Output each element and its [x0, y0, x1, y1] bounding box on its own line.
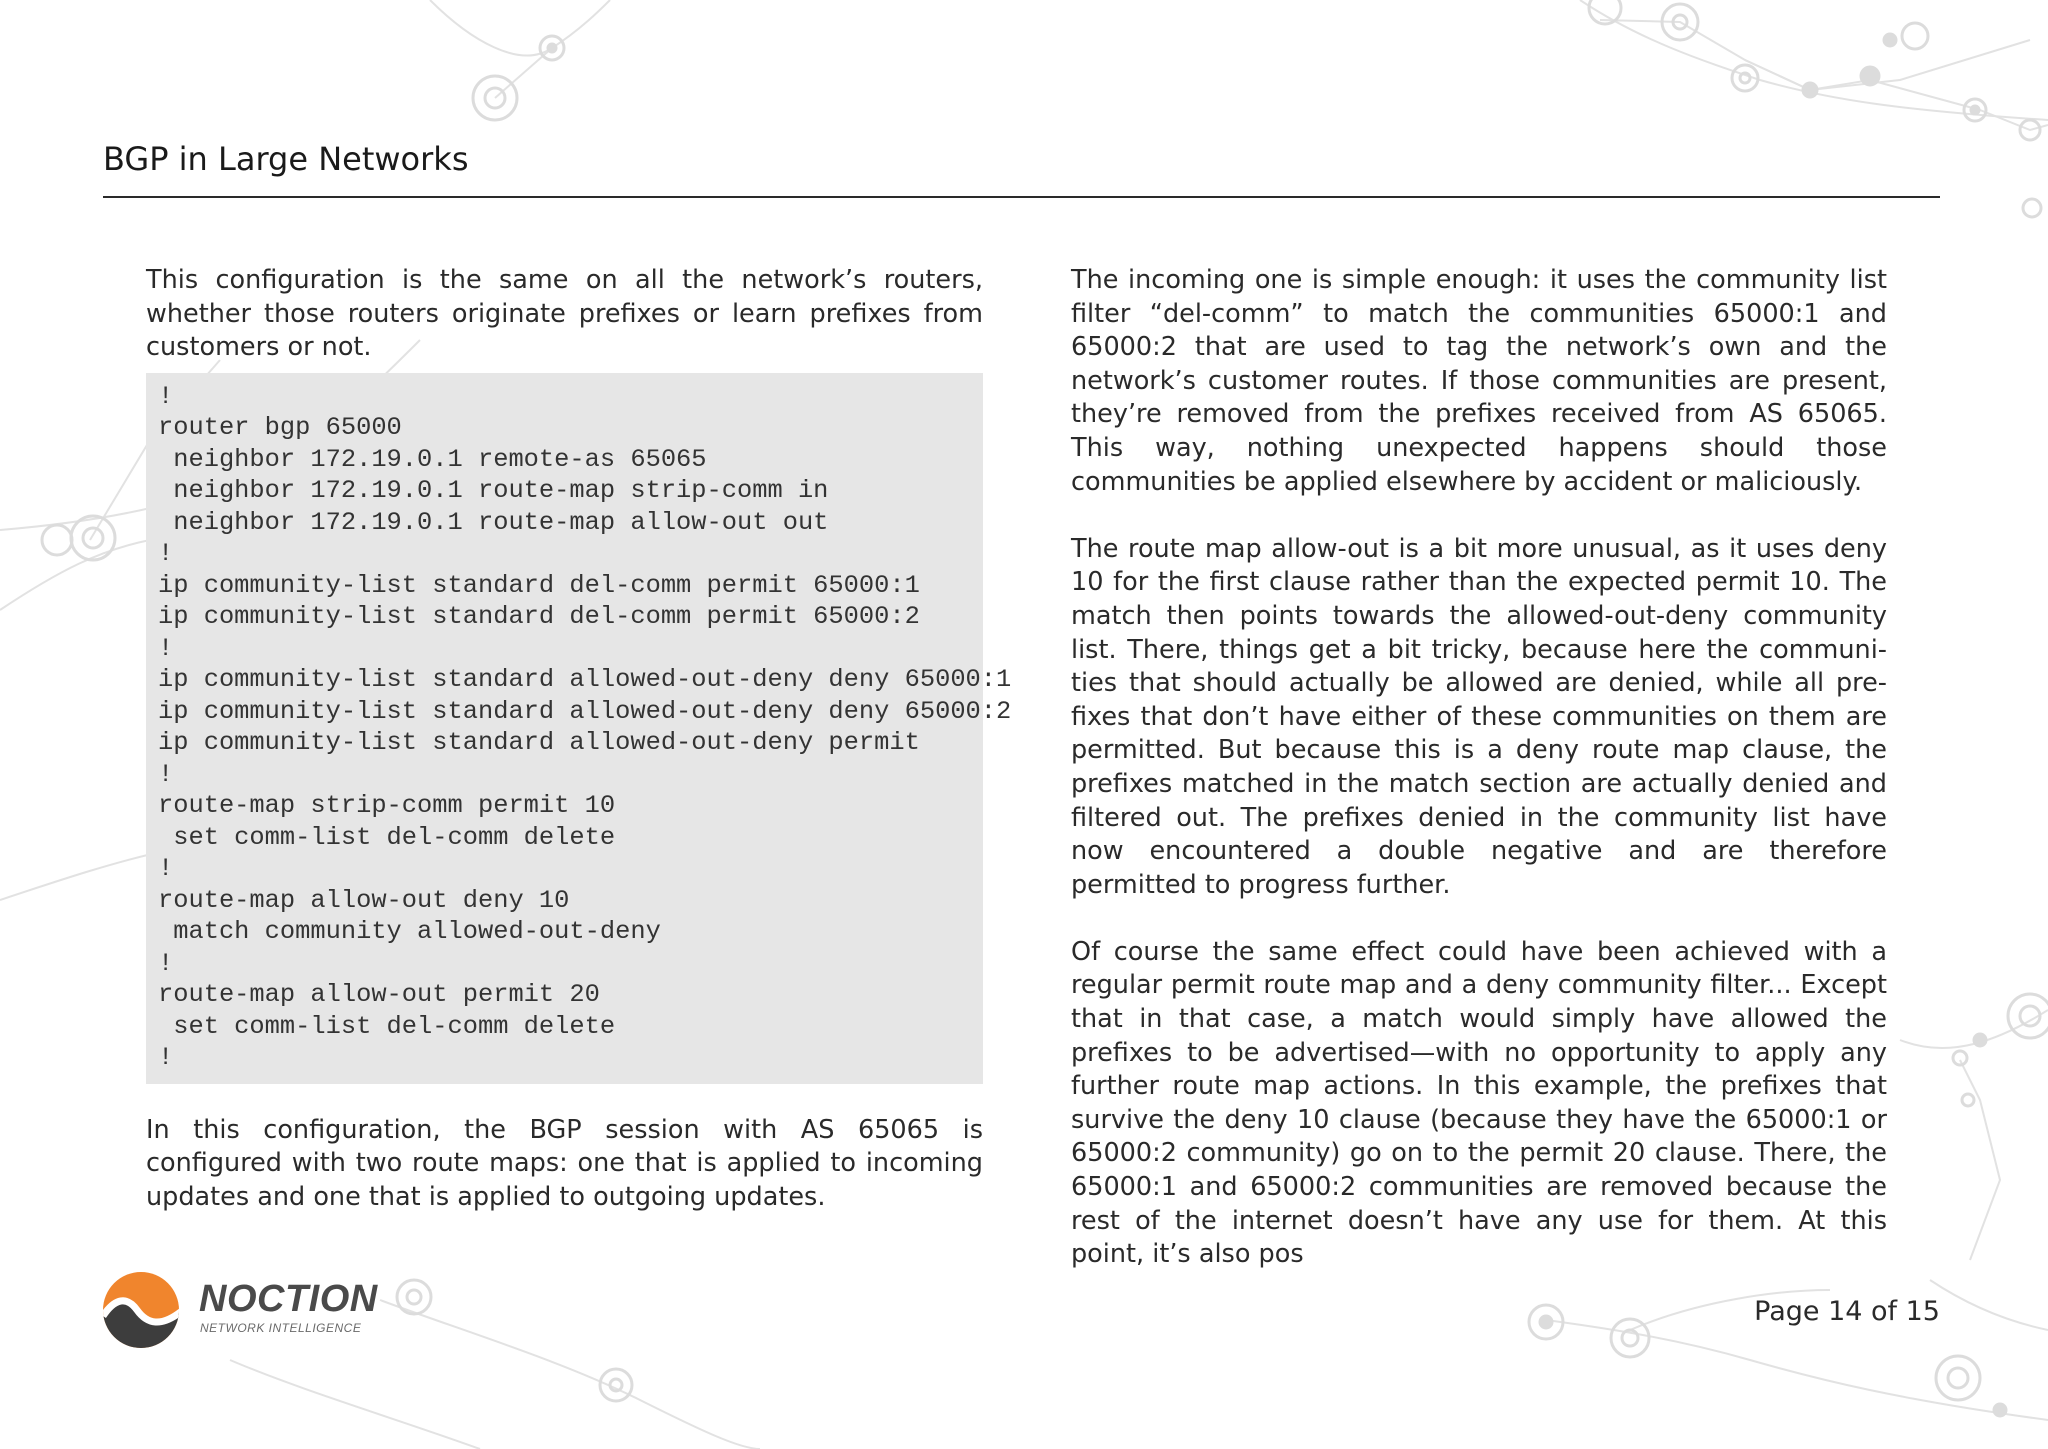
- paragraph-allow-out-route-map: The route map allow-out is a bit more unusual, as it uses deny 10 for the first clause rather than the expected permit 10. The match then points towards the allowed-out-deny community list. There, things get a bit tricky, because here the communities that should actually be allowed are denied, while all prefixes that don’t have either of these communities on them are permitted. But because this is a deny route map clause, the prefixes matched in the match section are actually denied and filtered out. The prefixes denied in the community list have now encountered a double negative and are therefore permitted to progress further.: [1071, 533, 1887, 900]
- intro-paragraph: This configuration is the same on all the network’s routers, whether those routers originate prefixes or learn prefixes from customers or not.: [146, 265, 983, 363]
- config-code-block: ! router bgp 65000 neighbor 172.19.0.1 remote-as 65065 neighbor 172.19.0.1 route-map strip-comm in neighbor 172.19.0.1 route-map allow-out out ! ip community-list standard del-comm permit 65000:1 ip community-list standard del-comm permit 65000:2 ! ip community-list standard allowed-out-deny deny 65000:1 ip community-list standard allowed-out-deny deny 65000:2 ip community-list standard allowed-out-deny permit ! route-map strip-comm permit 10 set comm-list del-comm delete ! route-map allow-out deny 10 match community allowed-out-deny ! route-map allow-out permit 20 set comm-list del-comm delete !: [146, 373, 983, 1084]
- noction-logo: [103, 1270, 403, 1352]
- left-column: [146, 264, 1012, 1215]
- document-title: BGP in Large Networks: [103, 140, 469, 178]
- right-column: [1071, 264, 1887, 1305]
- page-number: Page 14 of 15: [1754, 1296, 1940, 1327]
- paragraph-alternative-approach: Of course the same effect could have been achieved with a regular permit route map and a deny community filter... Except that in that case, a match would simply have allowed the prefixes to be advertised—with no opportunity to apply any further route map actions. In this example, the prefixes that survive the deny 10 clause (because they have the 65000:1 or 65000:2 community) go on to the permit 20 clause. There, the 65000:1 and 65000:2 communities are removed because the rest of the internet doesn’t have any use for them. At this point, it’s also pos: [1071, 936, 1887, 1270]
- noction-logo-icon: [103, 1270, 183, 1352]
- outro-paragraph: In this configuration, the BGP session with AS 65065 is configured with two route maps: one that is applied to incoming updates and one that is applied to outgoing updates.: [146, 1114, 983, 1212]
- header-divider: [103, 196, 1940, 198]
- logo-wordmark: NOCTION: [199, 1278, 378, 1320]
- logo-tagline: NETWORK INTELLIGENCE: [200, 1321, 362, 1335]
- paragraph-incoming-route-map: The incoming one is simple enough: it uses the community list filter “del-comm” to match the communities 65000:1 and 65000:2 that are used to tag the network’s own and the network’s customer routes. If those communities are present, they’re removed from the prefixes received from AS 65065. This way, nothing unexpected happens should those communities be applied elsewhere by accident or maliciously.: [1071, 265, 1887, 497]
